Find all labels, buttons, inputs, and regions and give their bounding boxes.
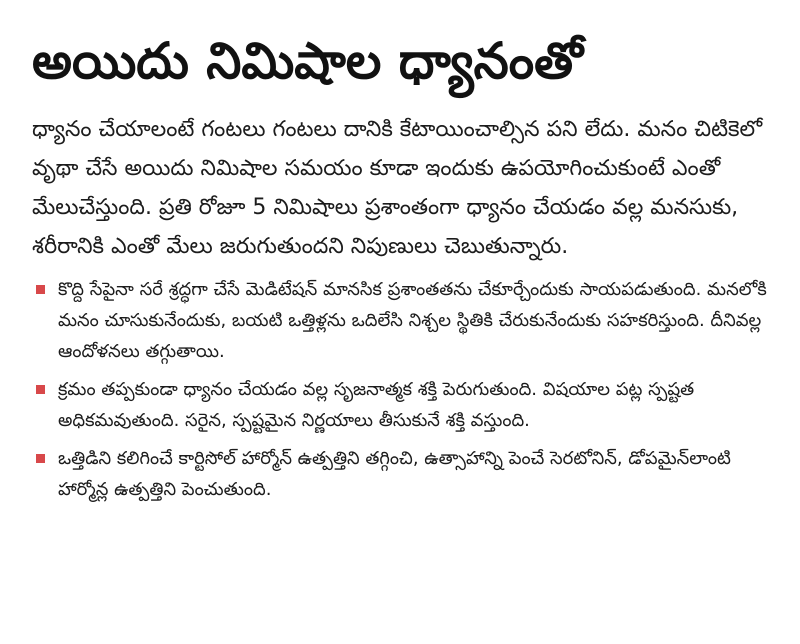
bullet-text: కొద్ది సేపైనా సరే శ్రద్ధగా చేసే మెడిటేషన్ మానసిక ప్రశాంతతను చేకూర్చేందుకు సాయపడుతుంది. మనలోకి మనం చూసుకునేందుకు, బయటి ఒత్తిళ్లను ఒదిలేసి నిశ్చల స్థితికి చేరుకునేందుకు సహకరిస్తుంది. దీనివల్ల ఆందోళనలు తగ్గుతాయి. xyxy=(58,279,767,362)
bullet-text: ఒత్తిడిని కలిగించే కార్టిసోల్ హార్మోన్ ఉత్పత్తిని తగ్గించి, ఉత్సాహాన్ని పెంచే సెరటోనిన్, డోపమైన్‌లాంటి హార్మోన్ల ఉత్పత్తిని పెంచుతుంది. xyxy=(58,448,731,500)
bullet-square-icon xyxy=(36,385,45,394)
bullet-item xyxy=(32,274,770,367)
bullet-list xyxy=(32,274,770,505)
bullet-text: క్రమం తప్పకుండా ధ్యానం చేయడం వల్ల సృజనాత్మక శక్తి పెరుగుతుంది. విషయాల పట్ల స్పష్టత అధికమవుతుంది. సరైన, స్పష్టమైన నిర్ణయాలు తీసుకునే శక్తి వస్తుంది. xyxy=(58,379,695,431)
bullet-square-icon xyxy=(36,454,45,463)
bullet-item xyxy=(32,443,770,505)
headline: అయిదు నిమిషాల ధ్యానంతో xyxy=(32,32,583,90)
bullet-square-icon xyxy=(36,285,45,294)
bullet-item xyxy=(32,374,770,436)
intro-paragraph: ధ్యానం చేయాలంటే గంటలు గంటలు దానికి కేటాయించాల్సిన పని లేదు. మనం చిటికెలో వృథా చేసే అయిదు నిమిషాల సమయం కూడా ఇందుకు ఉపయోగించుకుంటే ఎంతో మేలుచేస్తుంది. ప్రతి రోజూ 5 నిమిషాలు ప్రశాంతంగా ధ్యానం చేయడం వల్ల మనసుకు, శరీరానికి ఎంతో మేలు జరుగుతుందని నిపుణులు చెబుతున్నారు. xyxy=(32,117,763,259)
